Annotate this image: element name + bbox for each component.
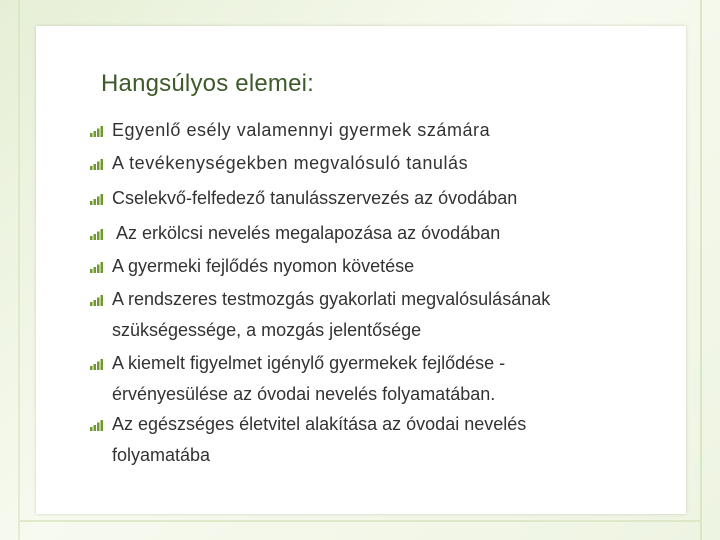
bullet-item <box>90 348 560 410</box>
bullet-text: A tevékenységekben megvalósuló tanulás <box>112 153 469 173</box>
slide-title: Hangsúlyos elemei: <box>101 70 315 97</box>
signal-bars-icon <box>90 419 104 431</box>
signal-bars-icon <box>90 228 104 240</box>
bullet-item <box>90 409 590 471</box>
bullet-text: A rendszeres testmozgás gyakorlati megvalósulásának szükségessége, a mozgás jelentősége <box>112 289 551 340</box>
bullet-item <box>90 148 610 179</box>
signal-bars-icon <box>90 158 104 170</box>
bullet-text: A gyermeki fejlődés nyomon követése <box>112 256 415 276</box>
bullet-item <box>90 251 610 282</box>
bullet-text: Egyenlő esély valamennyi gyermek számára <box>112 120 491 140</box>
signal-bars-icon <box>90 193 104 205</box>
signal-bars-icon <box>90 358 104 370</box>
signal-bars-icon <box>90 294 104 306</box>
bullet-text: Az erkölcsi nevelés megalapozása az óvodában <box>112 223 501 243</box>
signal-bars-icon <box>90 261 104 273</box>
signal-bars-icon <box>90 125 104 137</box>
bullet-item <box>90 218 610 249</box>
bullet-item <box>90 183 610 214</box>
bullet-item <box>90 284 610 346</box>
bullet-item <box>90 115 610 146</box>
bullet-text: Cselekvő-felfedező tanulásszervezés az óvodában <box>112 188 518 208</box>
bullet-text: Az egészséges életvitel alakítása az óvodai nevelés folyamatába <box>112 414 527 465</box>
bullet-text: A kiemelt figyelmet igénylő gyermekek fejlődése - érvényesülése az óvodai nevelés folyamatában. <box>112 353 506 404</box>
